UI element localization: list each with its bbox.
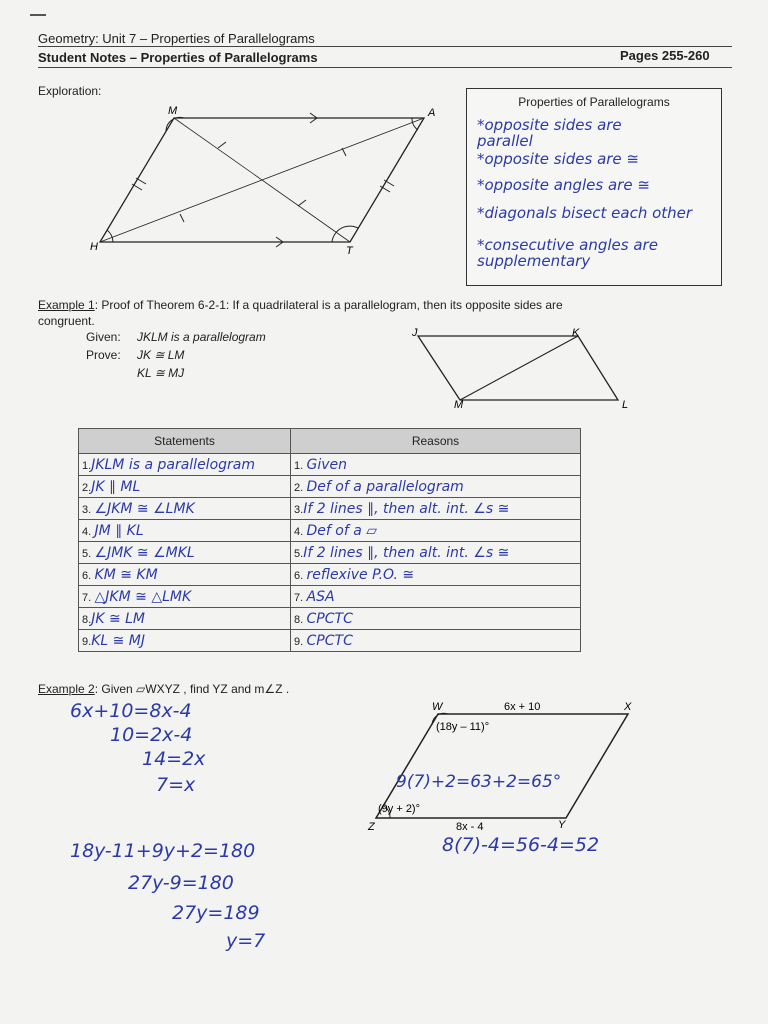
- vertex-a: A: [428, 107, 436, 119]
- row-number: 6.: [294, 569, 304, 582]
- row-number: 9.: [294, 635, 304, 648]
- diagonal-km: [460, 336, 578, 400]
- exploration-label: Exploration:: [38, 84, 102, 98]
- row-number: 7.: [82, 591, 92, 604]
- reason: Given: [306, 456, 348, 473]
- example2-prompt: [38, 682, 289, 696]
- column-header-statements: Statements: [79, 429, 291, 454]
- work-line: 10=2x-4: [110, 724, 193, 746]
- row-number: 8.: [294, 613, 304, 626]
- properties-box: [466, 88, 722, 286]
- page-title: Student Notes – Properties of Parallelograms: [38, 50, 318, 65]
- header-divider-2: [38, 67, 732, 68]
- row-number: 3.: [294, 503, 304, 516]
- example1-text: : Proof of Theorem 6-2-1: If a quadrilateral is a parallelogram, then its opposite sides are: [94, 298, 563, 312]
- angle-calculation: 9(7)+2=63+2=65°: [396, 772, 562, 792]
- vertex-w: W: [432, 701, 443, 713]
- statement: ∠JKM ≅ ∠LMK: [94, 500, 195, 517]
- table-row: [79, 476, 581, 498]
- prove-statement-2: KL ≅ MJ: [137, 366, 185, 380]
- statement: JM ∥ KL: [94, 522, 144, 539]
- row-number: 2.: [82, 481, 92, 494]
- vertex-j: J: [412, 327, 418, 339]
- table-row: [79, 520, 581, 542]
- prove-statement-1: JK ≅ LM: [137, 348, 185, 362]
- side-label-bottom: 8x - 4: [456, 821, 484, 832]
- row-number: 3.: [82, 503, 92, 516]
- reason: CPCTC: [306, 632, 353, 649]
- angle-arc-h: [107, 230, 113, 242]
- vertex-x: X: [624, 701, 632, 713]
- example1-parallelogram-figure: [408, 326, 638, 412]
- table-row: [79, 498, 581, 520]
- header-divider: [38, 46, 732, 47]
- reason: If 2 lines ∥, then alt. int. ∠s ≅: [303, 500, 510, 517]
- row-number: 5.: [294, 547, 304, 560]
- example2-label: Example 2: [38, 682, 95, 696]
- reason: Def of a parallelogram: [306, 478, 464, 495]
- angle-arc-m: [166, 117, 184, 131]
- angle-label-z: (9y + 2)°: [378, 803, 420, 815]
- example1-label: Example 1: [38, 298, 95, 312]
- vertex-k: K: [572, 327, 580, 339]
- statement: JK ∥ ML: [91, 478, 141, 495]
- reason: Def of a ▱: [306, 522, 378, 539]
- table-row: [79, 564, 581, 586]
- vertex-l: L: [622, 399, 629, 411]
- example2-text: : Given ▱WXYZ , find YZ and m∠Z .: [94, 682, 290, 696]
- top-mark: [30, 14, 46, 16]
- property-item: *opposite sides are ≅: [477, 150, 639, 168]
- row-number: 1.: [82, 459, 92, 472]
- row-number: 5.: [82, 547, 92, 560]
- vertex-m: M: [168, 105, 178, 117]
- property-item: *consecutive angles are supplementary: [477, 236, 658, 270]
- reason: reflexive P.O. ≅: [306, 566, 415, 583]
- vertex-t: T: [346, 245, 353, 257]
- angle-label-w: (18y – 11)°: [436, 721, 490, 733]
- proof-table: [78, 428, 581, 652]
- reason: CPCTC: [306, 610, 353, 627]
- property-item: *opposite angles are ≅: [477, 176, 650, 194]
- statement: JK ≅ LM: [91, 610, 146, 627]
- statement: ∠JMK ≅ ∠MKL: [94, 544, 195, 561]
- row-number: 7.: [294, 591, 304, 604]
- diag-tick-1: [218, 142, 226, 148]
- work-line: 27y-9=180: [128, 872, 234, 894]
- row-number: 1.: [294, 459, 304, 472]
- tick-left-2: [136, 178, 146, 184]
- prove-label: Prove:: [86, 348, 121, 362]
- example1-text2: congruent.: [38, 314, 95, 328]
- statement: KM ≅ KM: [94, 566, 158, 583]
- table-row: [79, 608, 581, 630]
- work-line: 27y=189: [172, 902, 260, 924]
- properties-title: Properties of Parallelograms: [518, 95, 670, 109]
- diagonal-ah: [100, 118, 424, 242]
- table-row: [79, 586, 581, 608]
- row-number: 9.: [82, 635, 92, 648]
- vertex-m: M: [454, 399, 464, 411]
- exploration-parallelogram-figure: [80, 104, 450, 262]
- angle-arc-a: [412, 118, 418, 130]
- work-line: 18y-11+9y+2=180: [70, 840, 256, 862]
- statement: △JKM ≅ △LMK: [94, 588, 192, 605]
- proof-table-header: [79, 429, 581, 454]
- vertex-y: Y: [558, 819, 566, 831]
- diag-tick-2: [298, 200, 306, 206]
- page-range: Pages 255-260: [620, 48, 710, 63]
- work-line: 6x+10=8x-4: [70, 700, 192, 722]
- work-line: 7=x: [156, 774, 196, 796]
- given-statement: JKLM is a parallelogram: [137, 330, 266, 344]
- table-row: [79, 542, 581, 564]
- given-label: Given:: [86, 330, 121, 344]
- statement: KL ≅ MJ: [91, 632, 146, 649]
- vertex-h: H: [90, 241, 98, 253]
- property-item: *opposite sides are parallel: [477, 116, 622, 150]
- side-label-top: 6x + 10: [504, 701, 541, 713]
- reason: If 2 lines ∥, then alt. int. ∠s ≅: [303, 544, 510, 561]
- course-title: Geometry: Unit 7 – Properties of Parallelograms: [38, 31, 315, 46]
- vertex-z: Z: [368, 821, 375, 832]
- row-number: 6.: [82, 569, 92, 582]
- work-line: 14=2x: [142, 748, 206, 770]
- table-row: [79, 454, 581, 476]
- example1-prompt: [38, 298, 678, 312]
- table-row: [79, 630, 581, 652]
- reason: ASA: [306, 588, 335, 605]
- diag-tick-4: [342, 148, 346, 156]
- example2-parallelogram-figure: [366, 696, 656, 832]
- row-number: 4.: [82, 525, 92, 538]
- diag-tick-3: [180, 214, 184, 222]
- row-number: 4.: [294, 525, 304, 538]
- row-number: 2.: [294, 481, 304, 494]
- row-number: 8.: [82, 613, 92, 626]
- work-line: y=7: [226, 930, 266, 952]
- property-item: *diagonals bisect each other: [477, 204, 693, 222]
- column-header-reasons: Reasons: [291, 429, 581, 454]
- statement: JKLM is a parallelogram: [91, 456, 255, 473]
- side-calculation: 8(7)-4=56-4=52: [442, 834, 600, 856]
